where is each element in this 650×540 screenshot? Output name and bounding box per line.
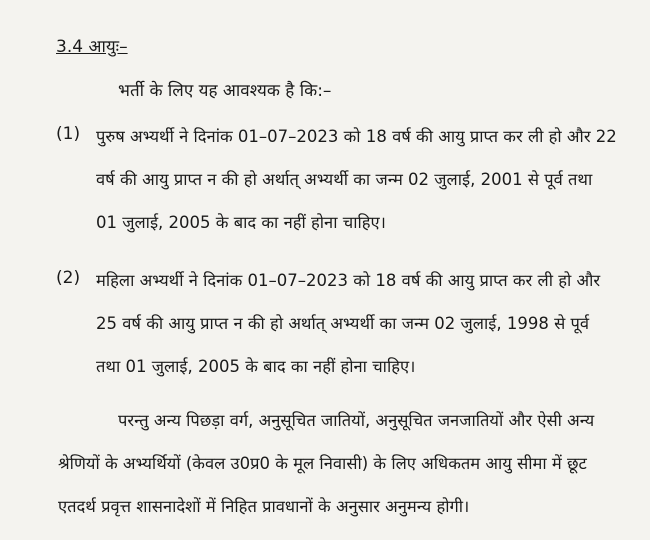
item-number: (2) bbox=[56, 268, 81, 288]
item-line: तथा 01 जुलाई, 2005 के बाद का नहीं होना चाहिए। bbox=[96, 357, 416, 376]
item-line: महिला अभ्यर्थी ने दिनांक 01–07–2023 को 18 वर्ष की आयु प्राप्त कर ली हो और bbox=[96, 271, 601, 290]
item-number: (1) bbox=[56, 124, 81, 144]
proviso-line: एतदर्थ प्रवृत्त शासनादेशों में निहित प्रावधानों के अनुसार अनुमन्य होगी। bbox=[58, 497, 470, 516]
proviso-line: परन्तु अन्य पिछड़ा वर्ग, अनुसूचित जातियों, अनुसूचित जनजातियों और ऐसी अन्य bbox=[118, 411, 595, 430]
item-line: वर्ष की आयु प्राप्त न की हो अर्थात् अभ्यर्थी का जन्म 02 जुलाई, 2001 से पूर्व तथा bbox=[96, 170, 593, 189]
item-line: 25 वर्ष की आयु प्राप्त न की हो अर्थात् अभ्यर्थी का जन्म 02 जुलाई, 1998 से पूर्व bbox=[96, 314, 590, 333]
item-line: 01 जुलाई, 2005 के बाद का नहीं होना चाहिए। bbox=[96, 213, 386, 232]
intro-text: भर्ती के लिए यह आवश्यक है कि:– bbox=[118, 81, 332, 101]
section-heading: 3.4 आयुः– bbox=[56, 37, 128, 57]
proviso-line: श्रेणियों के अभ्यर्थियों (केवल उ0प्र0 के मूल निवासी) के लिए अधिकतम आयु सीमा में छूट bbox=[58, 454, 587, 473]
item-line: पुरुष अभ्यर्थी ने दिनांक 01–07–2023 को 18 वर्ष की आयु प्राप्त कर ली हो और 22 bbox=[96, 127, 617, 146]
